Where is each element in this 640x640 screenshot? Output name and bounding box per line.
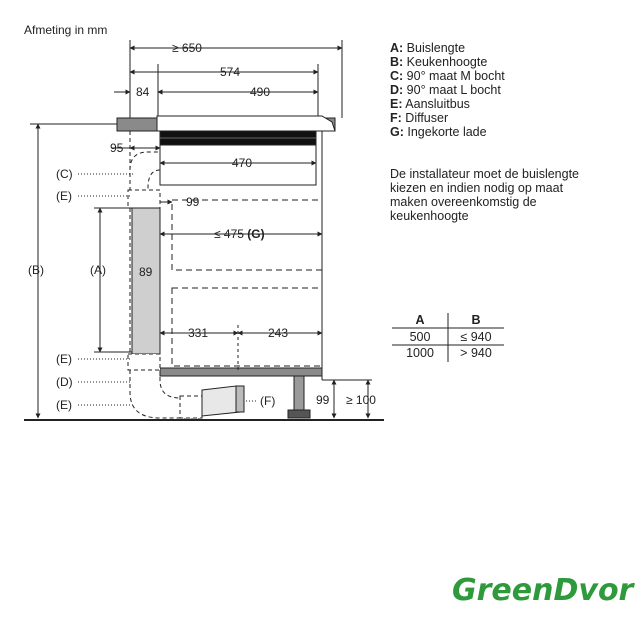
installer-note xyxy=(390,167,579,223)
legend-item: B: Keukenhoogte xyxy=(390,55,488,69)
table-cell: ≤ 940 xyxy=(460,330,492,344)
callout-d: (D) xyxy=(56,375,73,389)
dim-95: 95 xyxy=(110,141,124,155)
callout-b: (B) xyxy=(28,263,44,277)
dim-475: ≤ 475 (G) xyxy=(214,227,265,241)
note-line: keukenhoogte xyxy=(390,209,469,223)
cabinet-drawing xyxy=(24,40,384,420)
legend-item: F: Diffuser xyxy=(390,111,449,125)
svg-text:89: 89 xyxy=(139,265,153,279)
legend-item: D: 90° maat L bocht xyxy=(390,83,501,97)
callout-e-top: (E) xyxy=(56,189,72,203)
callout-f: (F) xyxy=(260,394,276,408)
connector-top xyxy=(128,190,160,208)
duct-pipe xyxy=(132,208,160,354)
size-table xyxy=(392,313,504,362)
greendvor-logo: GreenDvor xyxy=(452,573,634,608)
dim-89-label xyxy=(134,262,158,280)
legend xyxy=(390,41,505,139)
note-line: De installateur moet de buislengte xyxy=(390,167,580,181)
dim-99-bottom: 99 xyxy=(316,393,330,407)
table-cell: 500 xyxy=(409,330,431,344)
dim-470: 470 xyxy=(232,156,253,170)
dim-84: 84 xyxy=(136,85,150,99)
dim-99-top: 99 xyxy=(186,195,200,209)
legend-item: G: Ingekorte lade xyxy=(390,125,487,139)
callout-e-bottom: (E) xyxy=(56,398,72,412)
cabinet-leg xyxy=(294,376,304,410)
table-header: B xyxy=(471,313,481,327)
dimension-lines xyxy=(30,48,368,418)
diffuser xyxy=(202,386,240,416)
connector-bottom xyxy=(128,354,160,370)
table-cell: 1000 xyxy=(406,346,434,360)
cabinet-base xyxy=(160,368,322,376)
table-header: A xyxy=(415,313,425,327)
legend-item: A: Buislengte xyxy=(390,41,466,55)
diagram-title: Afmeting in mm xyxy=(24,23,108,37)
dim-100: ≥ 100 xyxy=(346,393,376,407)
dim-490: 490 xyxy=(250,85,271,99)
callout-c: (C) xyxy=(56,167,73,181)
dim-574: 574 xyxy=(220,65,241,79)
dim-650: ≥ 650 xyxy=(172,41,202,55)
legend-item: C: 90° maat M bocht xyxy=(390,69,505,83)
legend-item: E: Aansluitbus xyxy=(390,97,470,111)
note-line: maken overeenkomstig de xyxy=(390,195,537,209)
table-cell: > 940 xyxy=(460,346,492,360)
note-line: kiezen en indien nodig op maat xyxy=(390,181,564,195)
dim-331: 331 xyxy=(188,326,209,340)
callout-a: (A) xyxy=(90,263,106,277)
dim-243: 243 xyxy=(268,326,289,340)
callout-e-mid: (E) xyxy=(56,352,72,366)
cooktop-glass xyxy=(157,116,335,131)
